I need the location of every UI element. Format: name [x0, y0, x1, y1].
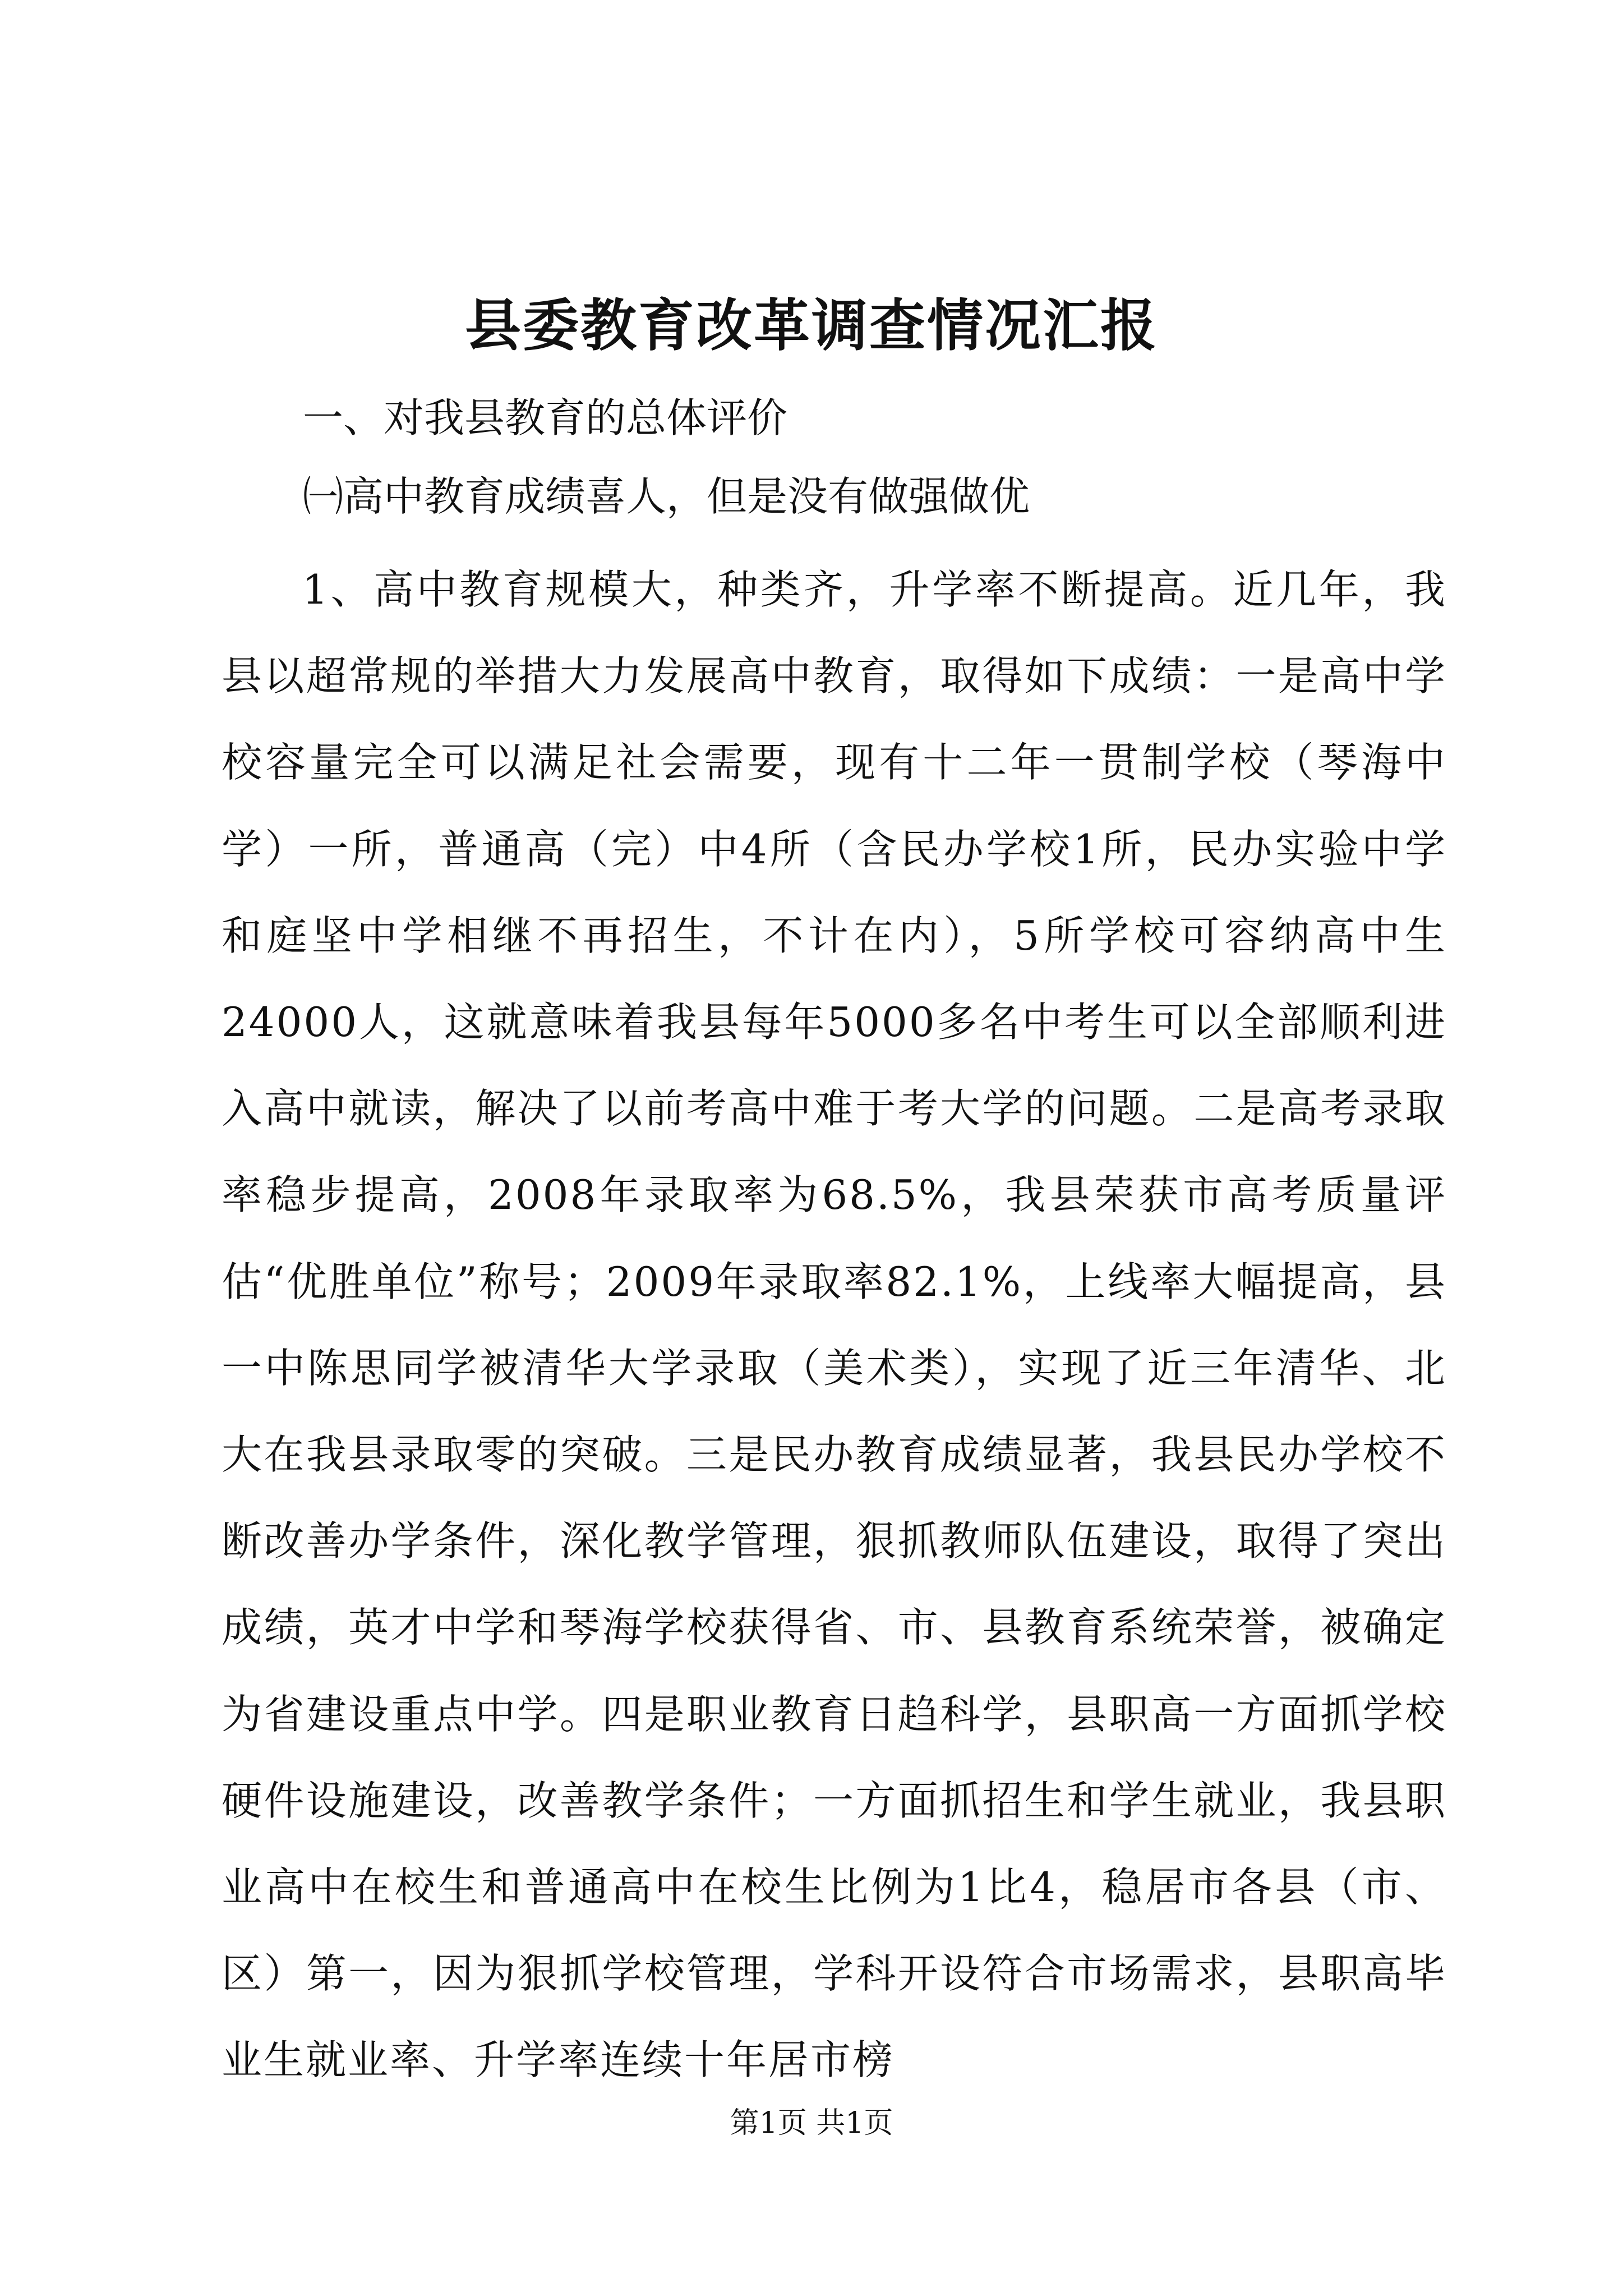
section-heading: 一、对我县教育的总体评价	[303, 394, 788, 441]
page-number-footer: 第1页 共1页	[730, 2106, 893, 2140]
subsection-heading: ㈠高中教育成绩喜人，但是没有做强做优	[303, 473, 1030, 520]
document-title: 县委教育改革调查情况汇报	[465, 292, 1158, 358]
body-paragraph: 1、高中教育规模大，种类齐，升学率不断提高。近几年，我县以超常规的举措大力发展高中教育，取得如下成绩：一是高中学校容量完全可以满足社会需要，现有十二年一贯制学校（琴海中学）一所，普通高（完）中4所（含民办学校1所，民办实验中学和庭坚中学相继不再招生，不计在内），5所学校可容纳高中生24000人，这就意味着我县每年5000多名中考生可以全部顺利进入高中就读，解决了以前考高中难于考大学的问题。二是高考录取率稳步提高，2008年录取率为68.5%，我县荣获市高考质量评估“优胜单位”称号；2009年录取率82.1%，上线率大幅提高，县一中陈思同学被清华大学录取（美术类），实现了近三年清华、北大在我县录取零的突破。三是民办教育成绩显著，我县民办学校不断改善办学条件，深化教学管理，狠抓教师队伍建设，取得了突出成绩，英才中学和琴海学校获得省、市、县教育系统荣誉，被确定为省建设重点中学。四是职业教育日趋科学，县职高一方面抓学校硬件设施建设，改善教学条件；一方面抓招生和学生就业，我县职业高中在校生和普通高中在校生比例为1比4，稳居市各县（市、区）第一，因为狠抓学校管理，学科开设符合市场需求，县职高毕业生就业率、升学率连续十年居市榜	[222, 566, 1447, 2084]
